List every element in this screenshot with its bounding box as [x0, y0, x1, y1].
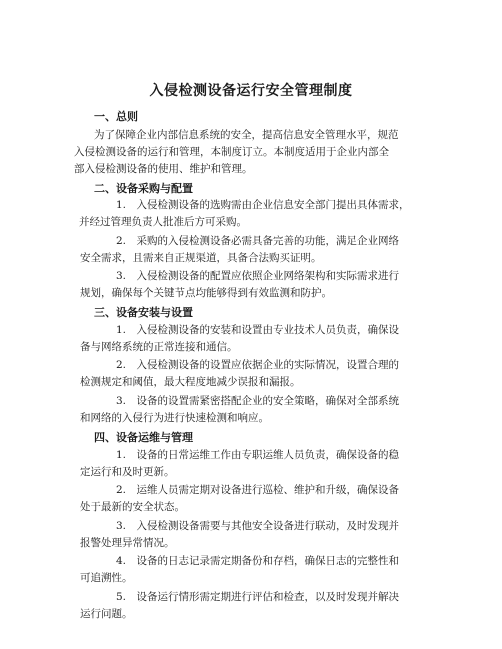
paragraph-line: 和网络的入侵行为进行快速检测和响应。 — [80, 412, 269, 424]
paragraph-line: 备与网络系统的正常连接和通信。 — [80, 341, 238, 353]
paragraph-line: 检测规定和阈值，最大程度地减少误报和漏报。 — [80, 376, 301, 388]
list-item — [79, 197, 424, 231]
list-item — [80, 482, 424, 516]
paragraph-line: 4. 设备的日志记录需定期备份和存档，确保日志的完整性和 — [116, 555, 400, 567]
paragraph-line: 为了保障企业内部信息系统的安全，提高信息安全管理水平，规范 — [94, 129, 399, 141]
paragraph-line: 定运行和及时更新。 — [80, 466, 175, 478]
paragraph-line: 报警处理异常情况。 — [80, 537, 175, 549]
paragraph — [74, 127, 424, 178]
paragraph-line: 2. 采购的入侵检测设备必需具备完善的功能，满足企业网络 — [116, 235, 400, 247]
paragraph-line: 处于最新的安全状态。 — [80, 501, 185, 513]
list-item — [80, 447, 424, 481]
list-item — [80, 268, 424, 302]
paragraph-line: 并经过管理负责人批准后方可采购。 — [79, 216, 247, 228]
paragraph-line: 入侵检测设备的运行和管理，本制度订立。本制度适用于企业内部全 — [74, 146, 389, 158]
paragraph-line: 运行问题。 — [80, 608, 133, 620]
paragraph-line: 3. 入侵检测设备需要与其他安全设备进行联动，及时发现并 — [116, 520, 400, 532]
document-title: 入侵检测设备运行安全管理制度 — [149, 83, 353, 99]
section-heading-procurement: 二、设备采购与配置 — [94, 182, 193, 195]
list-item — [80, 357, 424, 391]
paragraph-line: 2. 入侵检测设备的设置应依据企业的实际情况，设置合理的 — [116, 359, 400, 371]
paragraph-line: 2. 运维人员需定期对设备进行巡检、维护和升级，确保设备 — [116, 484, 400, 496]
paragraph-line: 1. 入侵检测设备的安装和设置由专业技术人员负责，确保设 — [116, 324, 400, 336]
list-item — [80, 322, 424, 356]
paragraph-line: 可追溯性。 — [80, 572, 133, 584]
paragraph-line: 1. 入侵检测设备的选购需由企业信息安全部门提出具体需求， — [116, 199, 410, 211]
list-item — [80, 553, 424, 587]
section-heading-operations: 四、设备运维与管理 — [94, 431, 193, 444]
paragraph-line: 1. 设备的日常运维工作由专职运维人员负责，确保设备的稳 — [116, 449, 400, 461]
paragraph-line: 规划，确保每个关键节点均能够得到有效监测和防护。 — [80, 287, 332, 299]
paragraph-line: 3. 入侵检测设备的配置应依照企业网络架构和实际需求进行 — [116, 270, 400, 282]
list-item — [80, 233, 424, 267]
section-heading-general: 一、总则 — [94, 110, 138, 123]
paragraph-line: 部入侵检测设备的使用、维护和管理。 — [74, 163, 253, 175]
paragraph-line: 3. 设备的设置需紧密搭配企业的安全策略，确保对全部系统 — [116, 395, 400, 407]
list-item — [80, 518, 424, 552]
list-item — [80, 393, 424, 427]
paragraph-line: 5. 设备运行情形需定期进行评估和检查，以及时发现并解决 — [116, 591, 400, 603]
list-item — [80, 589, 424, 623]
paragraph-line: 安全需求，且需来自正规渠道，具备合法购买证明。 — [80, 252, 322, 264]
section-heading-installation: 三、设备安装与设置 — [94, 306, 193, 319]
